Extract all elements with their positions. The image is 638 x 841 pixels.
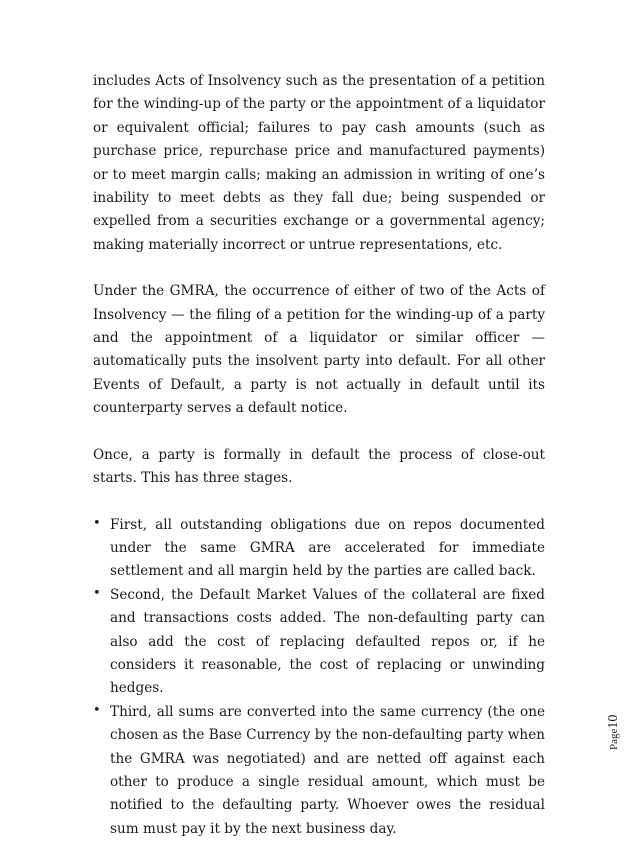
- close-out-stages-list: [93, 514, 545, 841]
- list-item-text: Third, all sums are converted into the same currency (the one chosen as the Base Currency by the non-defaulting party when the GMRA was negotiated) and are netted off against each other to produce a single residual amount, which must be notified to the defaulting party. Whoever owes the residual sum must pay it by the next business day.: [110, 704, 545, 837]
- page-number-label: Page: [608, 729, 620, 750]
- page-number-value: 10: [606, 715, 621, 729]
- list-item-stage-3: [93, 701, 545, 841]
- bullet-icon: •: [93, 699, 101, 722]
- list-item-text: First, all outstanding obligations due on repos documented under the same GMRA are accelerated for immediate settlement and all margin held by the parties are called back.: [110, 517, 545, 580]
- page-number: [604, 715, 622, 750]
- list-item-text: Second, the Default Market Values of the collateral are fixed and transactions costs added. The non-defaulting party can also add the cost of replacing defaulted repos or, if he considers it reasonable, the cost of replacing or unwinding hedges.: [110, 587, 545, 697]
- list-item-stage-1: [93, 514, 545, 584]
- paragraph-close-out-intro: Once, a party is formally in default the process of close-out starts. This has three stages.: [93, 444, 545, 491]
- bullet-icon: •: [93, 512, 101, 535]
- paragraph-acts-of-insolvency: includes Acts of Insolvency such as the presentation of a petition for the winding-up of the party or the appointment of a liquidator or equivalent official; failures to pay cash amounts (such as purchase price, repurchase price and manufactured payments) or to meet margin calls; making an admission in writing of one’s inability to meet debts as they fall due; being suspended or expelled from a securities exchange or a governmental agency; making materially incorrect or untrue representations, etc.: [93, 70, 545, 257]
- paragraph-gmra-default: Under the GMRA, the occurrence of either of two of the Acts of Insolvency — the filing of a petition for the winding-up of a party and the appointment of a liquidator or similar officer — automatically puts the insolvent party into default. For all other Events of Default, a party is not actually in default until its counterparty serves a default notice.: [93, 280, 545, 420]
- bullet-icon: •: [93, 582, 101, 605]
- list-item-stage-2: [93, 584, 545, 701]
- document-body: [93, 70, 545, 841]
